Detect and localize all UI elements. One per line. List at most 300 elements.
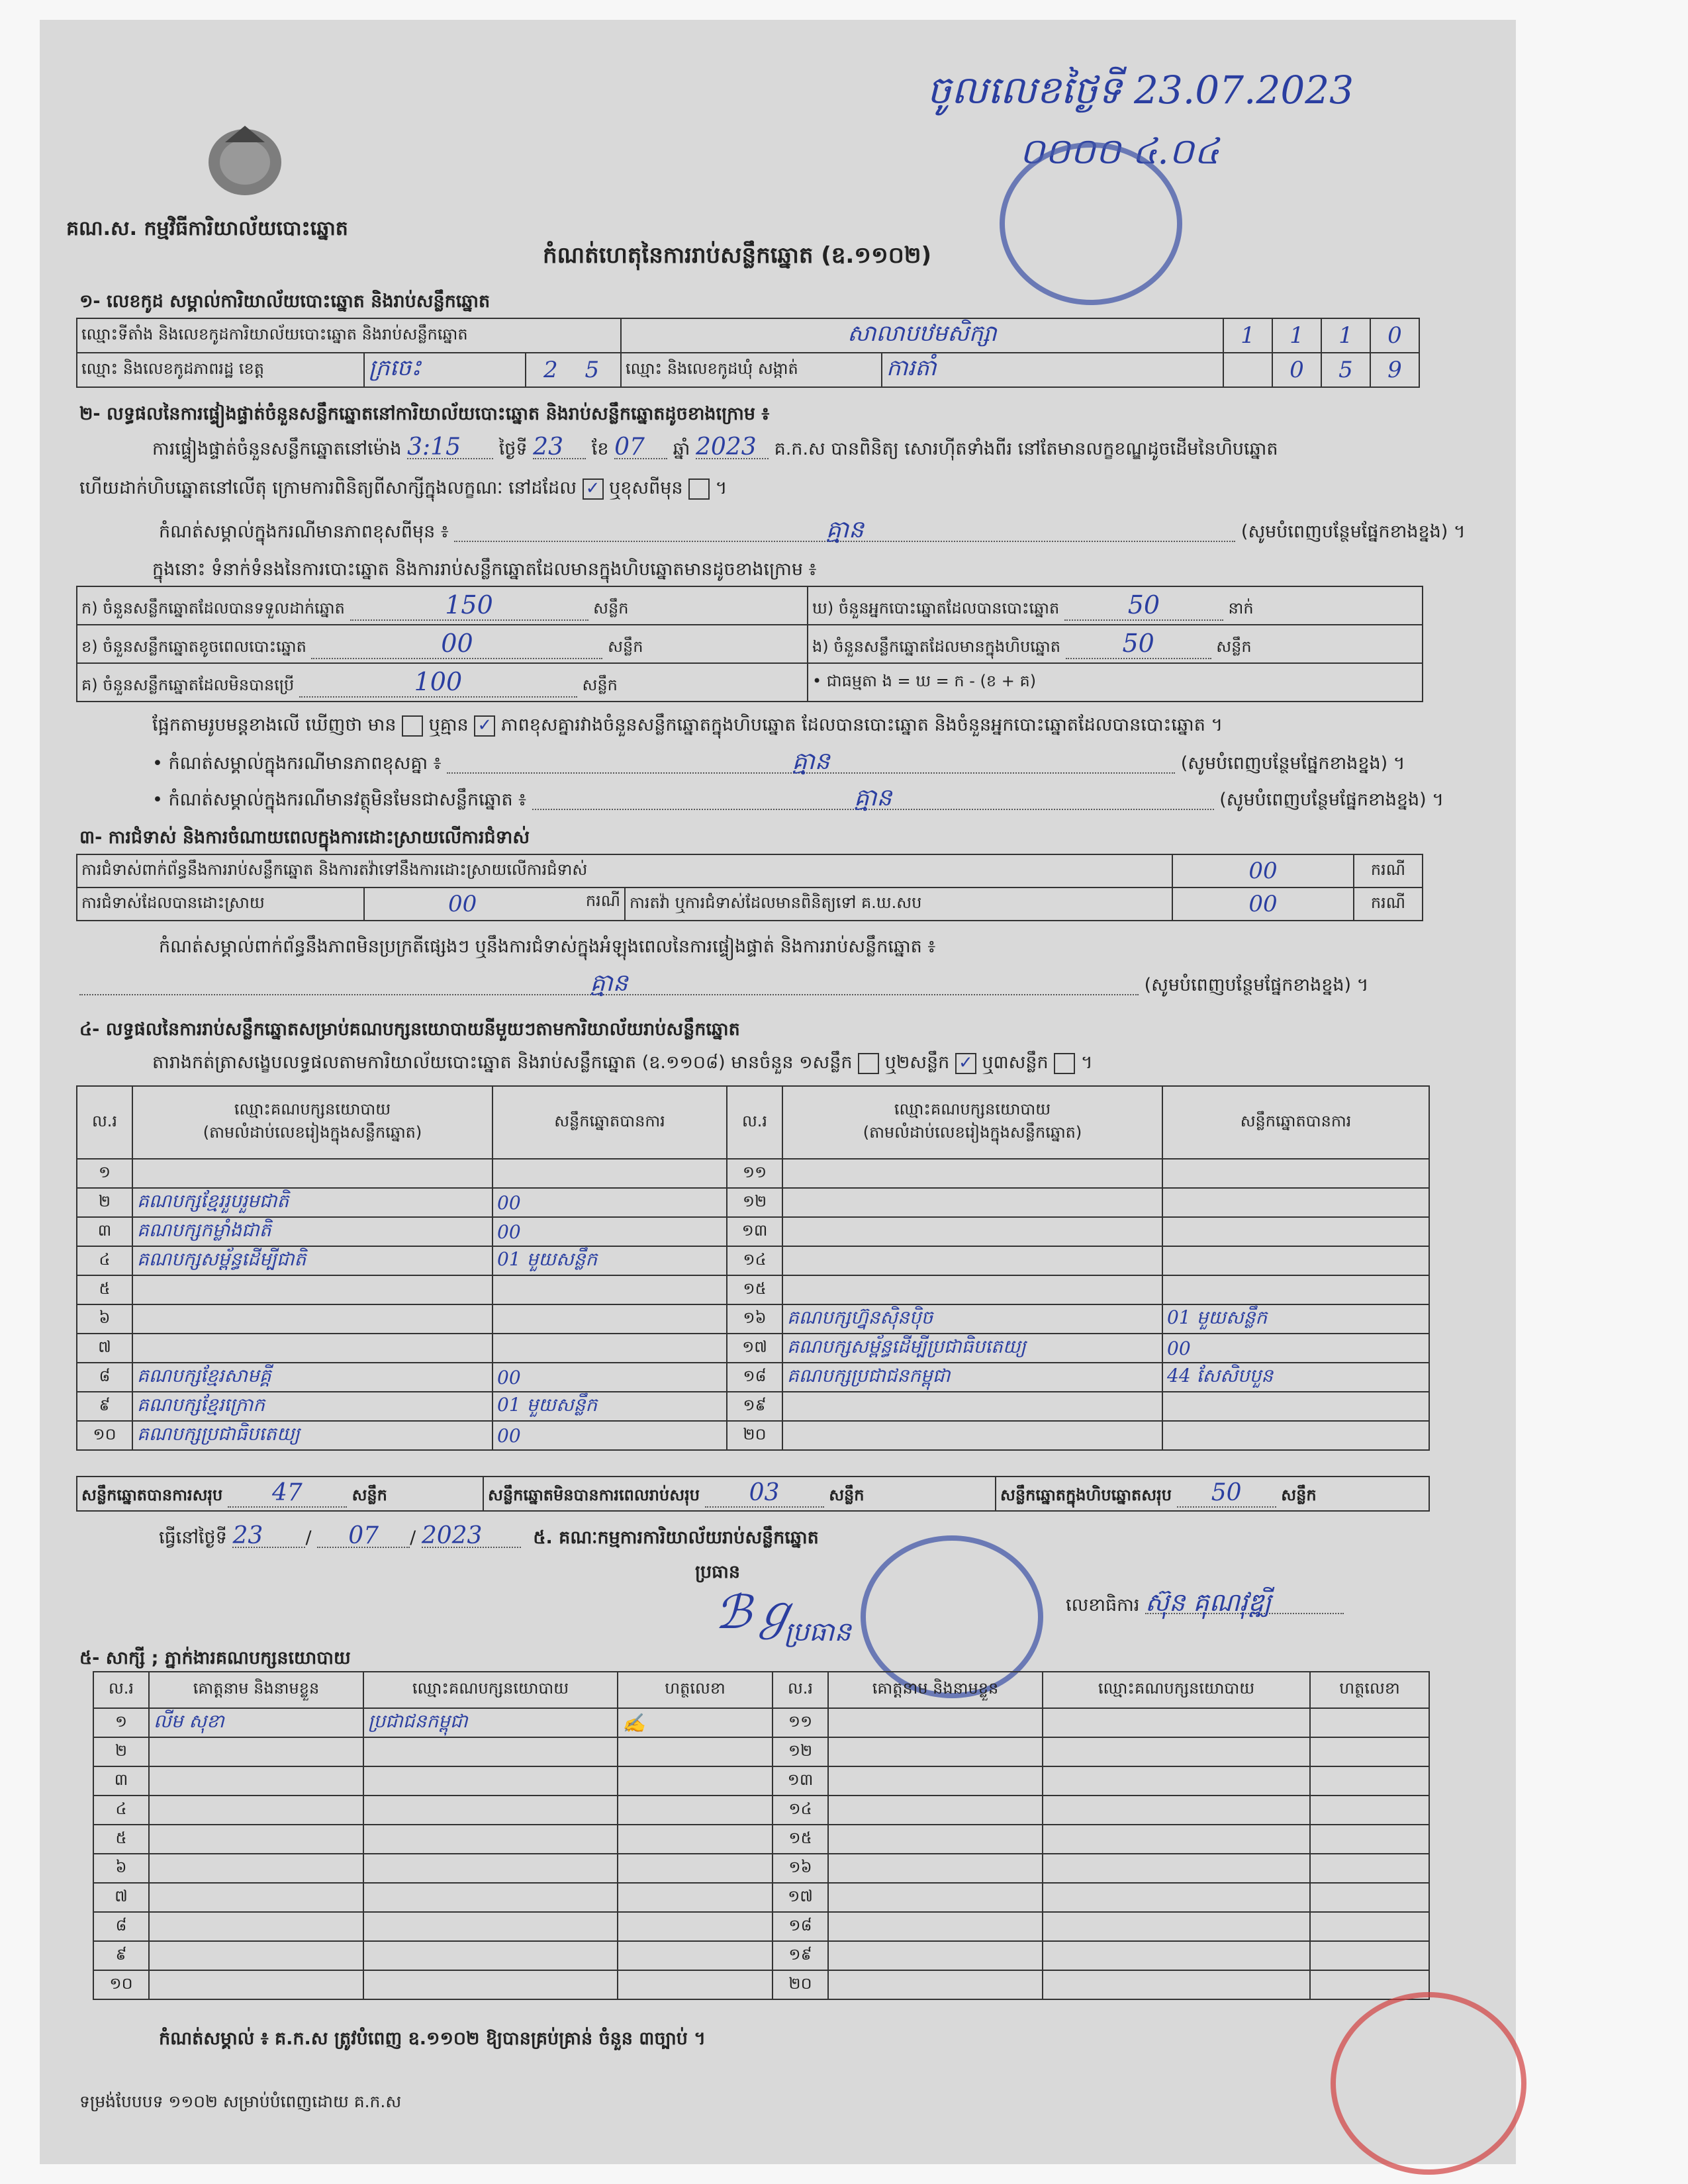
witness-no: ១៧: [773, 1883, 828, 1912]
commune-label: ឈ្មោះ និងលេខកូដឃុំ សង្កាត់: [621, 353, 882, 387]
different-label: ឬខុសពីមុន: [609, 478, 683, 498]
location-code-4: 0: [1370, 318, 1419, 353]
verify-time-label: ការផ្ទៀងផ្ទាត់ចំនួនសន្លឹកឆ្នោតនៅម៉ោង: [152, 439, 402, 459]
count-e-cell: [808, 625, 1423, 663]
witness-party: [1043, 1766, 1310, 1796]
compare-line: [152, 715, 1223, 737]
party-no: ១៩: [727, 1392, 782, 1421]
witness-signature: [618, 1883, 773, 1912]
resolved-count: 00: [448, 891, 477, 917]
party-no: ១៦: [727, 1304, 782, 1334]
party-votes: 00: [492, 1188, 727, 1217]
witness-no: ១: [93, 1708, 149, 1737]
table-row: [93, 1970, 1429, 1999]
witness-name: [828, 1941, 1043, 1970]
witness-no: ១៤: [773, 1796, 828, 1825]
verify-month: 07: [614, 437, 667, 459]
party-votes: [492, 1334, 727, 1363]
table-row: [93, 1737, 1429, 1766]
party-name: [782, 1246, 1162, 1275]
witness-party: [1043, 1912, 1310, 1941]
total-valid-unit: សន្លឹក: [352, 1486, 387, 1504]
witness-no: ៧: [93, 1883, 149, 1912]
party-name: គណបក្សខ្មែរសាមគ្គី: [132, 1363, 492, 1392]
witness-name: [149, 1737, 363, 1766]
col-votes-left: សន្លឹកឆ្នោតបានការ: [492, 1086, 727, 1159]
party-name: គណបក្សសម្ព័ន្ធដើម្បីប្រជាធិបតេយ្យ: [782, 1334, 1162, 1363]
witness-party: [1043, 1708, 1310, 1737]
party-name: គណបក្សខ្មែរក្រោក: [132, 1392, 492, 1421]
no-difference-checkbox[interactable]: ✓: [474, 715, 495, 737]
witness-no: ១៣: [773, 1766, 828, 1796]
table-row: [77, 1334, 1429, 1363]
section5-heading: ៥- សាក្សី ; ភ្នាក់ងារគណបក្សនយោបាយ: [79, 1648, 351, 1668]
witness-party: [1043, 1883, 1310, 1912]
party-no: ១៤: [727, 1246, 782, 1275]
w-col-party-left: ឈ្មោះគណបក្សនយោបាយ: [363, 1672, 618, 1708]
col-party-left-sub: (តាមលំដាប់លេខរៀងក្នុងសន្លឹកឆ្នោត): [203, 1123, 422, 1142]
location-code-3: 1: [1321, 318, 1370, 353]
commune-code-3: 9: [1370, 353, 1419, 387]
witness-party: [363, 1912, 618, 1941]
bullet2-label: • កំណត់សម្គាល់ក្នុងករណីមានវត្ថុមិនមែនជាសន្លឹកឆ្នោត ៖: [152, 790, 527, 810]
compare-text-b: ឬគ្មាន: [428, 715, 469, 735]
count-b-cell: [77, 625, 808, 663]
party-name: គណបក្សប្រជាធិបតេយ្យ: [132, 1421, 492, 1450]
row1-label: ឈ្មោះទីតាំង និងលេខកូដការិយាល័យបោះឆ្នោត និងរាប់សន្លឹកឆ្នោត: [77, 318, 621, 353]
party-votes: [492, 1159, 727, 1188]
verify-year-label: ឆ្នាំ: [673, 439, 690, 459]
witness-no: ៥: [93, 1825, 149, 1854]
table-row: [93, 1941, 1429, 1970]
signing-date-line: ធ្វើនៅថ្ងៃទី 23 / 07 / 2023 ៥. គណៈកម្មការការិយាល័យរាប់សន្លឹកឆ្នោត: [159, 1522, 819, 1549]
red-official-stamp: [1331, 1992, 1526, 2175]
count-d-label: ឃ) ចំនួនអ្នកបោះឆ្នោតដែលបានបោះឆ្នោត: [812, 598, 1060, 617]
verify-text: គ.ក.ស បានពិនិត្យ សោរហ៊ីតទាំងពីរ នៅតែមានលក្ខខណ្ឌដូចដើមនៃហិបឆ្នោត: [774, 439, 1278, 459]
party-no: ១០: [77, 1421, 132, 1450]
form-title: កំណត់ហេតុនៃការរាប់សន្លឹកឆ្នោត (ឧ.១១០២): [543, 242, 932, 269]
party-no: ១៧: [727, 1334, 782, 1363]
section3-heading: ៣- ការជំទាស់ និងការចំណាយពេលក្នុងការដោះស្រាយលើការជំទាស់: [79, 827, 530, 848]
table-row: [77, 1159, 1429, 1188]
w-col-no-right: ល.រ: [773, 1672, 828, 1708]
witness-no: ១០: [93, 1970, 149, 1999]
done-month: 07: [317, 1525, 410, 1548]
witness-party: [363, 1766, 618, 1796]
total-inbox-cell: [996, 1477, 1429, 1511]
witness-name: [828, 1825, 1043, 1854]
president-signature: ℬℊ: [715, 1585, 798, 1639]
witness-name: [828, 1708, 1043, 1737]
party-votes: [492, 1304, 727, 1334]
witness-signature: [618, 1766, 773, 1796]
province-code-cell: [526, 353, 621, 387]
verify-month-label: ខែ: [591, 439, 609, 459]
table-row: [77, 1392, 1429, 1421]
table-row: [77, 1188, 1429, 1217]
witness-signature: [1310, 1883, 1429, 1912]
party-no: ៨: [77, 1363, 132, 1392]
witness-signature: [1310, 1854, 1429, 1883]
count-a-unit: សន្លឹក: [593, 598, 629, 617]
totals-row: [76, 1476, 1430, 1512]
witness-no: ៨: [93, 1912, 149, 1941]
witness-party: [363, 1796, 618, 1825]
count-b-unit: សន្លឹក: [608, 637, 643, 656]
witness-signature: [618, 1796, 773, 1825]
party-name: [132, 1304, 492, 1334]
witness-name: [149, 1766, 363, 1796]
has-difference-checkbox[interactable]: [402, 715, 423, 737]
province-code-2: 5: [585, 357, 600, 383]
witness-party: [363, 1825, 618, 1854]
party-no: ១២: [727, 1188, 782, 1217]
count-a-cell: [77, 586, 808, 625]
count-e-unit: សន្លឹក: [1216, 637, 1252, 656]
witness-party: [1043, 1970, 1310, 1999]
bullet1-label: • កំណត់សម្គាល់ក្នុងករណីមានភាពខុសគ្នា ៖: [152, 753, 442, 774]
party-name: គណបក្សកម្លាំងជាតិ: [132, 1217, 492, 1246]
party-name: គណបក្សសម្ព័ន្ធដើម្បីជាតិ: [132, 1246, 492, 1275]
witness-name: [828, 1796, 1043, 1825]
witness-signature: [618, 1970, 773, 1999]
location-code-2: 1: [1272, 318, 1321, 353]
w-col-name-left: គោត្តនាម និងនាមខ្លួន: [149, 1672, 363, 1708]
bullet2-value: គ្មាន: [532, 788, 1214, 810]
two-sheets-checkbox[interactable]: ✓: [955, 1053, 976, 1074]
referred-count: 00: [1172, 887, 1354, 921]
witness-party: [363, 1737, 618, 1766]
table-row: [77, 1217, 1429, 1246]
witness-no: ១៥: [773, 1825, 828, 1854]
commune-name: ការតាំ: [882, 353, 1223, 387]
count-e-label: ង) ចំនួនសន្លឹកឆ្នោតដែលមានក្នុងហិបឆ្នោត: [812, 637, 1060, 656]
col-no-right: ល.រ: [727, 1086, 782, 1159]
count-a-label: ក) ចំនួនសន្លឹកឆ្នោតដែលបានទទួលដាក់ឆ្នោត: [81, 598, 345, 617]
two-sheets-label: ឬ២សន្លឹក: [884, 1052, 950, 1073]
party-name: [782, 1392, 1162, 1421]
party-no: ១: [77, 1159, 132, 1188]
col-party-right-title: ឈ្មោះគណបក្សនយោបាយ: [894, 1100, 1051, 1118]
objection-label: ការជំទាស់ពាក់ព័ន្ធនឹងការរាប់សន្លឹកឆ្នោត និងការតវ៉ាទៅនឹងការដោះស្រាយលើការជំទាស់: [77, 854, 1172, 887]
party-votes: 00: [492, 1363, 727, 1392]
witness-party: [363, 1854, 618, 1883]
compare-text-a: ផ្អែកតាមរូបមន្តខាងលើ ឃើញថា មាន: [152, 715, 397, 735]
party-no: ២: [77, 1188, 132, 1217]
witness-no: ១២: [773, 1737, 828, 1766]
party-no: ៣: [77, 1217, 132, 1246]
witness-party: [1043, 1796, 1310, 1825]
witness-signature: [1310, 1825, 1429, 1854]
same-checkbox[interactable]: ✓: [583, 478, 604, 500]
witness-signature: [618, 1941, 773, 1970]
section5-note: កំណត់សម្គាល់ ៖ គ.ក.ស ត្រូវបំពេញ ឧ.១១០២ ឱ្យបានគ្រប់គ្រាន់ ចំនួន ៣ច្បាប់ ។: [159, 2028, 706, 2049]
form-footer: ទម្រង់បែបបទ ១១០២ សម្រាប់បំពេញដោយ គ.ក.ស: [79, 2092, 402, 2111]
difference-note-line: [159, 516, 1466, 543]
count-b-value: 00: [311, 629, 602, 659]
witness-signature: [1310, 1796, 1429, 1825]
objection-unit: ករណី: [1354, 854, 1423, 887]
witness-no: ៤: [93, 1796, 149, 1825]
witness-name: [828, 1766, 1043, 1796]
witness-party: [1043, 1854, 1310, 1883]
done-day: 23: [232, 1525, 305, 1548]
party-votes: 01 មួយសន្លឹក: [492, 1246, 727, 1275]
party-results-table: [76, 1085, 1430, 1451]
col-no-left: ល.រ: [77, 1086, 132, 1159]
table-row: [93, 1883, 1429, 1912]
col-votes-right: សន្លឹកឆ្នោតបានការ: [1162, 1086, 1429, 1159]
total-invalid-cell: [483, 1477, 996, 1511]
party-name: គណបក្សហ្វ៊ុនស៊ិនប៉ិច: [782, 1304, 1162, 1334]
col-party-left-title: ឈ្មោះគណបក្សនយោបាយ: [234, 1100, 391, 1118]
province-name: ក្រចេះ: [364, 353, 526, 387]
table-row: [77, 1363, 1429, 1392]
witness-party: [1043, 1737, 1310, 1766]
count-c-cell: [77, 663, 808, 702]
section1-heading: ១- លេខកូដ សម្គាល់ការិយាល័យបោះឆ្នោត និងរាប់សន្លឹកឆ្នោត: [79, 291, 491, 312]
party-no: ១៥: [727, 1275, 782, 1304]
witness-no: ៩: [93, 1941, 149, 1970]
party-votes: 01 មួយសន្លឹក: [492, 1392, 727, 1421]
received-stamp: [1000, 142, 1182, 305]
witness-name: [149, 1970, 363, 1999]
province-label: ឈ្មោះ និងលេខកូដភាពរដ្ឋ ខេត្ត: [77, 353, 364, 387]
nec-logo-icon: [199, 116, 291, 202]
president-label: ប្រធាន: [695, 1562, 741, 1582]
witness-signature: [1310, 1737, 1429, 1766]
witness-signature: [1310, 1766, 1429, 1796]
compare-text-c: ភាពខុសគ្នារវាងចំនួនសន្លឹកឆ្នោតក្នុងហិបឆ្នោត ដែលបានបោះឆ្នោត និងចំនួនអ្នកបោះឆ្នោតដែលបានបោះឆ្នោត ។: [500, 715, 1223, 735]
province-code-1: 2: [543, 357, 558, 383]
party-name: [782, 1421, 1162, 1450]
party-name: [782, 1275, 1162, 1304]
witness-no: ១៨: [773, 1912, 828, 1941]
location-code-1: 1: [1223, 318, 1272, 353]
objection-table: [76, 854, 1423, 921]
party-votes: [1162, 1188, 1429, 1217]
section2-heading: ២- លទ្ធផលនៃការផ្ទៀងផ្ទាត់ចំនួនសន្លឹកឆ្នោតនៅការិយាល័យបោះឆ្នោត និងរាប់សន្លឹកឆ្នោតដូចខាងក្រោម ៖: [79, 404, 770, 424]
col-party-left: [132, 1086, 492, 1159]
table-row: [77, 1304, 1429, 1334]
party-votes: [492, 1275, 727, 1304]
col-party-right-sub: (តាមលំដាប់លេខរៀងក្នុងសន្លឹកឆ្នោត): [863, 1123, 1082, 1142]
fill-hint-3: (សូមបំពេញបន្ថែមផ្នែកខាងខ្នង) ។: [1219, 790, 1444, 810]
commune-code-1: 0: [1272, 353, 1321, 387]
nec-logo: [199, 116, 291, 202]
table-row: [77, 1421, 1429, 1450]
commune-code-2: 5: [1321, 353, 1370, 387]
secretary-line: [1066, 1588, 1344, 1617]
table-row: [93, 1766, 1429, 1796]
party-no: ៦: [77, 1304, 132, 1334]
secretary-signature: ស៊ុន គុណវុឌ្ឍី: [1145, 1592, 1344, 1614]
party-no: ៤: [77, 1246, 132, 1275]
irregularity-note-line: [79, 970, 1369, 997]
party-no: ៥: [77, 1275, 132, 1304]
verification-line-2: ហើយដាក់ហិបឆ្នោតនៅលើតុ ក្រោមការពិនិត្យពីសាក្សីក្នុងលក្ខណៈ នៅដដែល ✓ ឬខុសពីមុន ។: [79, 478, 727, 498]
party-no: ១៨: [727, 1363, 782, 1392]
fill-hint-1: (សូមបំពេញបន្ថែមផ្នែកខាងខ្នង) ។: [1241, 522, 1466, 542]
fill-hint-2: (សូមបំពេញបន្ថែមផ្នែកខាងខ្នង) ។: [1180, 753, 1405, 774]
verify-year: 2023: [696, 437, 769, 459]
party-name: [782, 1217, 1162, 1246]
witness-name: [828, 1854, 1043, 1883]
witness-signature: [1310, 1941, 1429, 1970]
count-e-value: 50: [1066, 629, 1211, 659]
done-year: 2023: [422, 1525, 521, 1548]
table-row: [93, 1708, 1429, 1737]
count-c-value: 100: [299, 667, 577, 698]
witness-name: [828, 1883, 1043, 1912]
witness-name: [149, 1912, 363, 1941]
col-party-right: [782, 1086, 1162, 1159]
w-col-sign-left: ហត្ថលេខា: [618, 1672, 773, 1708]
witness-name: [149, 1796, 363, 1825]
total-inbox-label: សន្លឹកឆ្នោតក្នុងហិបឆ្នោតសរុប: [1000, 1486, 1172, 1504]
difference-note-value: គ្មាន: [454, 520, 1235, 542]
verify-day-label: ថ្ងៃទី: [498, 439, 528, 459]
witness-no: ៦: [93, 1854, 149, 1883]
party-name: [132, 1334, 492, 1363]
one-sheet-checkbox[interactable]: [858, 1053, 879, 1074]
party-no: ១១: [727, 1159, 782, 1188]
table-row: [93, 1912, 1429, 1941]
commune-code-blank: [1223, 353, 1272, 387]
party-name: [132, 1159, 492, 1188]
party-no: ៧: [77, 1334, 132, 1363]
formula: • ជាធម្មតា ង = ឃ = ក - (ខ + គ): [808, 663, 1423, 702]
count-d-unit: នាក់: [1228, 598, 1254, 617]
witness-no: ២: [93, 1737, 149, 1766]
witness-party: [363, 1970, 618, 1999]
witness-party: [1043, 1825, 1310, 1854]
witness-signature: [618, 1737, 773, 1766]
party-votes: [1162, 1217, 1429, 1246]
section4-heading: ៤- លទ្ធផលនៃការរាប់សន្លឹកឆ្នោតសម្រាប់គណបក្សនយោបាយនីមួយៗតាមការិយាល័យរាប់សន្លឹកឆ្នោត: [79, 1019, 740, 1040]
party-name: [782, 1159, 1162, 1188]
table-row: [93, 1796, 1429, 1825]
w-col-name-right: គោត្តនាម និងនាមខ្លួន: [828, 1672, 1043, 1708]
different-checkbox[interactable]: [688, 478, 710, 500]
w-col-no-left: ល.រ: [93, 1672, 149, 1708]
referred-label: ការតវ៉ា ឬការជំទាស់ដែលមានពិនិត្យទៅ គ.ឃ.សប: [625, 887, 1172, 921]
count-b-label: ខ) ចំនួនសន្លឹកឆ្នោតខូចពេលបោះឆ្នោត: [81, 637, 306, 656]
count-d-cell: [808, 586, 1423, 625]
objection-count: 00: [1172, 854, 1354, 887]
witness-name: [149, 1854, 363, 1883]
w-col-party-right: ឈ្មោះគណបក្សនយោបាយ: [1043, 1672, 1310, 1708]
party-votes: 01 មួយសន្លឹក: [1162, 1304, 1429, 1334]
section1-table: [76, 318, 1420, 388]
total-valid-cell: [77, 1477, 483, 1511]
witness-no: ១៩: [773, 1941, 828, 1970]
verify-line2-text: ហើយដាក់ហិបឆ្នោតនៅលើតុ ក្រោមការពិនិត្យពីសាក្សីក្នុងលក្ខណៈ នៅដដែល: [79, 478, 577, 498]
resolved-cell: [364, 887, 625, 921]
ballot-count-table: [76, 586, 1423, 702]
witness-signature: ✍: [618, 1708, 773, 1737]
witness-name: លីម សុខា: [149, 1708, 363, 1737]
party-name: [132, 1275, 492, 1304]
witness-name: [149, 1883, 363, 1912]
secretary-label: លេខាធិការ: [1066, 1595, 1140, 1615]
witness-no: ១៦: [773, 1854, 828, 1883]
section4-intro: តារាងកត់ត្រាសង្ខេបលទ្ធផលតាមការិយាល័យបោះឆ្នោត និងរាប់សន្លឹកឆ្នោត (ឧ.១១០៨) មានចំនួន ១សន្លឹក ឬ២សន្លឹក ✓ ឬ៣សន្លឹក ។: [152, 1052, 1093, 1073]
committee-label: ៥. គណៈកម្មការការិយាល័យរាប់សន្លឹកឆ្នោត: [533, 1527, 819, 1548]
three-sheets-label: ឬ៣សន្លឹក: [982, 1052, 1049, 1073]
witness-table: [93, 1671, 1430, 2000]
table-row: [93, 1825, 1429, 1854]
witness-party: [363, 1883, 618, 1912]
witness-party: [363, 1941, 618, 1970]
fill-hint-4: (សូមបំពេញបន្ថែមផ្នែកខាងខ្នង) ។: [1144, 975, 1369, 995]
total-valid-label: សន្លឹកឆ្នោតបានការសរុប: [81, 1486, 223, 1504]
total-inbox-unit: សន្លឹក: [1281, 1486, 1317, 1504]
bullet1-value: គ្មាន: [447, 751, 1175, 774]
irregularity-note-value: គ្មាន: [79, 973, 1139, 995]
received-number-note: ០០០០ ៤.០៤: [1019, 130, 1219, 172]
party-votes: 00: [492, 1421, 727, 1450]
witness-rows: [93, 1708, 1429, 1999]
party-votes: 00: [1162, 1334, 1429, 1363]
witness-signature: [618, 1854, 773, 1883]
sheets-count-text: តារាងកត់ត្រាសង្ខេបលទ្ធផលតាមការិយាល័យបោះឆ្នោត និងរាប់សន្លឹកឆ្នោត (ឧ.១១០៨) មានចំនួន ១សន្លឹក: [152, 1052, 853, 1073]
table-row: [77, 1275, 1429, 1304]
party-no: ២០: [727, 1421, 782, 1450]
w-col-sign-right: ហត្ថលេខា: [1310, 1672, 1429, 1708]
table-row: [93, 1854, 1429, 1883]
three-sheets-checkbox[interactable]: [1054, 1053, 1075, 1074]
resolved-label: ការជំទាស់ដែលបានដោះស្រាយ: [77, 887, 364, 921]
witness-signature: [618, 1825, 773, 1854]
party-votes: [1162, 1392, 1429, 1421]
referred-unit: ករណី: [1354, 887, 1423, 921]
bullet-difference: [152, 748, 1405, 775]
table-row: [77, 1246, 1429, 1275]
witness-name: [828, 1912, 1043, 1941]
witness-party: [1043, 1941, 1310, 1970]
party-votes: 44 សែសិបបួន: [1162, 1363, 1429, 1392]
location-name: សាលាបឋមសិក្សា: [621, 318, 1223, 353]
witness-no: ១១: [773, 1708, 828, 1737]
total-invalid: 03: [705, 1479, 824, 1508]
party-name: គណបក្សប្រជាជនកម្ពុជា: [782, 1363, 1162, 1392]
witness-name: [828, 1970, 1043, 1999]
party-votes: [1162, 1275, 1429, 1304]
party-no: ១៣: [727, 1217, 782, 1246]
verify-time: 3:15: [407, 437, 493, 459]
witness-signature: [1310, 1708, 1429, 1737]
total-invalid-label: សន្លឹកឆ្នោតមិនបានការពេលរាប់សរុប: [488, 1486, 700, 1504]
witness-signature: [618, 1912, 773, 1941]
witness-name: [149, 1941, 363, 1970]
member-signature: ប្រធាន: [784, 1617, 851, 1647]
verification-line: [152, 433, 1278, 461]
total-inbox: 50: [1177, 1479, 1276, 1508]
resolved-unit: ករណី: [585, 891, 620, 910]
bullet-foreign-object: [152, 784, 1444, 811]
party-no: ៩: [77, 1392, 132, 1421]
witness-no: ២០: [773, 1970, 828, 1999]
witness-signature: [1310, 1912, 1429, 1941]
witness-no: ៣: [93, 1766, 149, 1796]
total-invalid-unit: សន្លឹក: [829, 1486, 865, 1504]
done-label: ធ្វើនៅថ្ងៃទី: [159, 1527, 227, 1548]
party-votes: [1162, 1421, 1429, 1450]
party-name: [782, 1188, 1162, 1217]
count-d-value: 50: [1064, 590, 1223, 621]
count-a-value: 150: [350, 590, 588, 621]
